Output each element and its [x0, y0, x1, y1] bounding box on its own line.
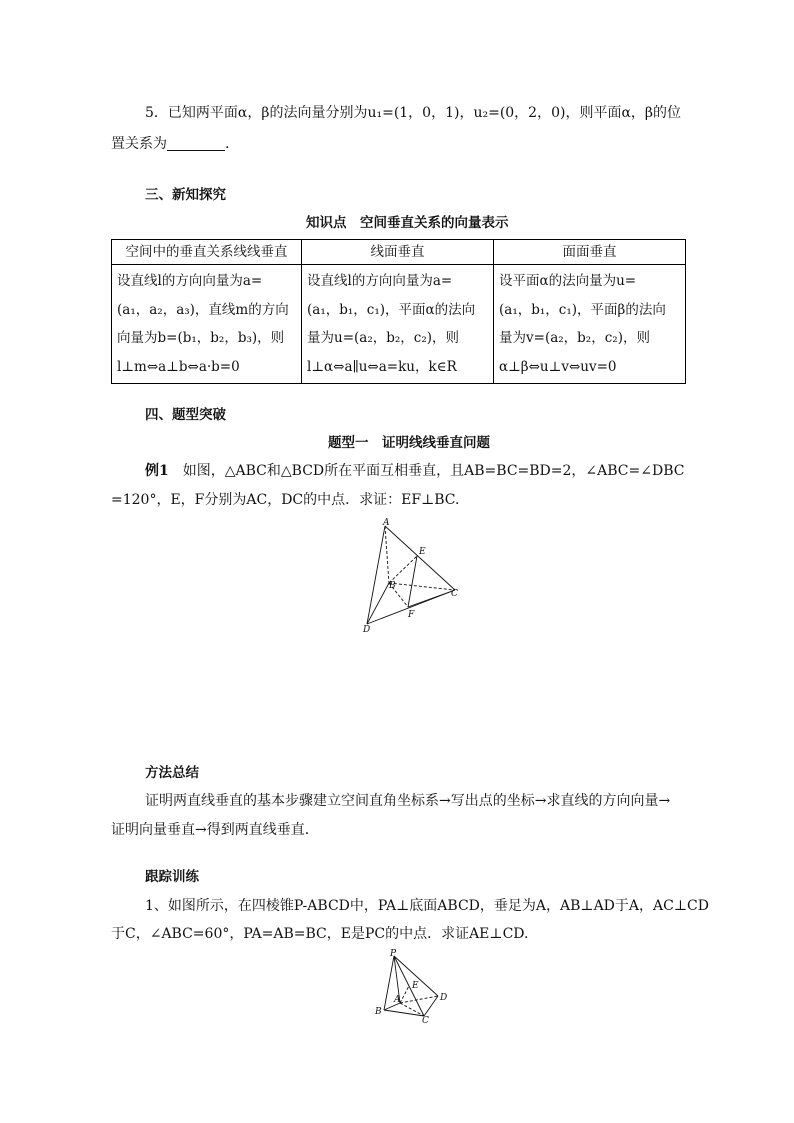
- cell-line: (a₁，b₁，c₁)，平面α的法向: [307, 301, 476, 318]
- table-cell-line-plane: [302, 265, 494, 384]
- vertex-label-e: E: [419, 547, 426, 557]
- cell-line: 设直线l的方向向量为a=: [117, 273, 263, 289]
- table-header-cell: 空间中的垂直关系线线垂直: [112, 240, 302, 265]
- section-4-heading: 四、题型突破: [145, 407, 226, 423]
- table-header-row: [112, 240, 686, 265]
- table-header-cell: 线面垂直: [302, 240, 494, 265]
- vertex-label-a: A: [394, 995, 401, 1005]
- example-1-line-1: [145, 461, 684, 481]
- vertex-label-f: F: [408, 610, 415, 620]
- vertex-label-d: D: [440, 993, 448, 1003]
- table-cell-line-line: [112, 265, 302, 384]
- section-3-heading: 三、新知探究: [145, 187, 226, 203]
- vertex-label-c: C: [451, 589, 458, 599]
- example-text: 如图，△ABC和△BCD所在平面互相垂直，且AB=BC=BD=2，∠ABC=∠DBC: [182, 463, 685, 479]
- cell-line: α⊥β⇔u⊥v⇔uv=0: [499, 358, 617, 375]
- pyramid-figure-2: [372, 948, 452, 1023]
- perpendicular-relations-table: [111, 239, 686, 384]
- vertex-label-c: C: [422, 1016, 429, 1023]
- cell-line: (a₁，b₁，c₁)，平面β的法向: [499, 301, 666, 318]
- question-5-end: .: [225, 136, 230, 152]
- cell-line: 量为u=(a₂，b₂，c₂)，则: [307, 330, 460, 346]
- cell-line: 量为v=(a₂，b₂，c₂)，则: [499, 330, 650, 346]
- method-summary-heading: 方法总结: [145, 765, 199, 781]
- table-cell-plane-plane: [494, 265, 686, 384]
- cell-line: 向量为b=(b₁，b₂，b₃)，则: [117, 330, 285, 346]
- vertex-label-e: E: [412, 981, 419, 991]
- cell-line: 设平面α的法向量为u=: [499, 273, 637, 289]
- question-5-line-2: [111, 134, 229, 154]
- practice-1-line-1: 1、如图所示，在四棱锥P-ABCD中，PA⊥底面ABCD，垂足为A，AB⊥AD于A，AC⊥CD: [145, 898, 709, 914]
- question-5-text: 置关系为: [111, 136, 167, 152]
- example-label: 例1: [145, 463, 169, 479]
- example-1-line-2: =120°，E，F分别为AC，DC的中点．求证：EF⊥BC.: [111, 492, 460, 508]
- cell-line: l⊥m⇔a⊥b⇔a·b=0: [117, 358, 240, 375]
- method-summary-line-2: 证明向量垂直→得到两直线垂直．: [111, 822, 319, 838]
- cell-line: l⊥α⇔a∥u⇔a=ku，k∈R: [307, 358, 457, 375]
- cell-line: (a₁，a₂，a₃)，直线m的方向: [117, 301, 289, 318]
- tetrahedron-figure-1: [355, 516, 470, 636]
- table-row: [112, 265, 686, 384]
- method-summary-line-1: 证明两直线垂直的基本步骤建立空间直角坐标系→写出点的坐标→求直线的方向向量→: [145, 793, 671, 809]
- answer-blank[interactable]: [167, 136, 225, 151]
- table-header-cell: 面面垂直: [494, 240, 686, 265]
- vertex-label-a: A: [383, 518, 390, 528]
- vertex-label-b: B: [389, 581, 396, 591]
- vertex-label-b: B: [375, 1007, 382, 1017]
- question-5-line-1: 5．已知两平面α，β的法向量分别为u₁=(1，0，1)，u₂=(0，2，0)，则平面α，β的位: [145, 105, 682, 121]
- cell-line: 设直线l的方向向量为a=: [307, 273, 453, 289]
- section-3-subtitle: 知识点 空间垂直关系的向量表示: [306, 215, 509, 231]
- question-type-1-title: 题型一 证明线线垂直问题: [328, 435, 490, 451]
- vertex-label-p: P: [390, 949, 397, 959]
- practice-1-line-2: 于C，∠ABC=60°，PA=AB=BC，E是PC的中点．求证AE⊥CD.: [111, 926, 529, 942]
- practice-heading: 跟踪训练: [145, 869, 199, 885]
- vertex-label-d: D: [363, 625, 371, 635]
